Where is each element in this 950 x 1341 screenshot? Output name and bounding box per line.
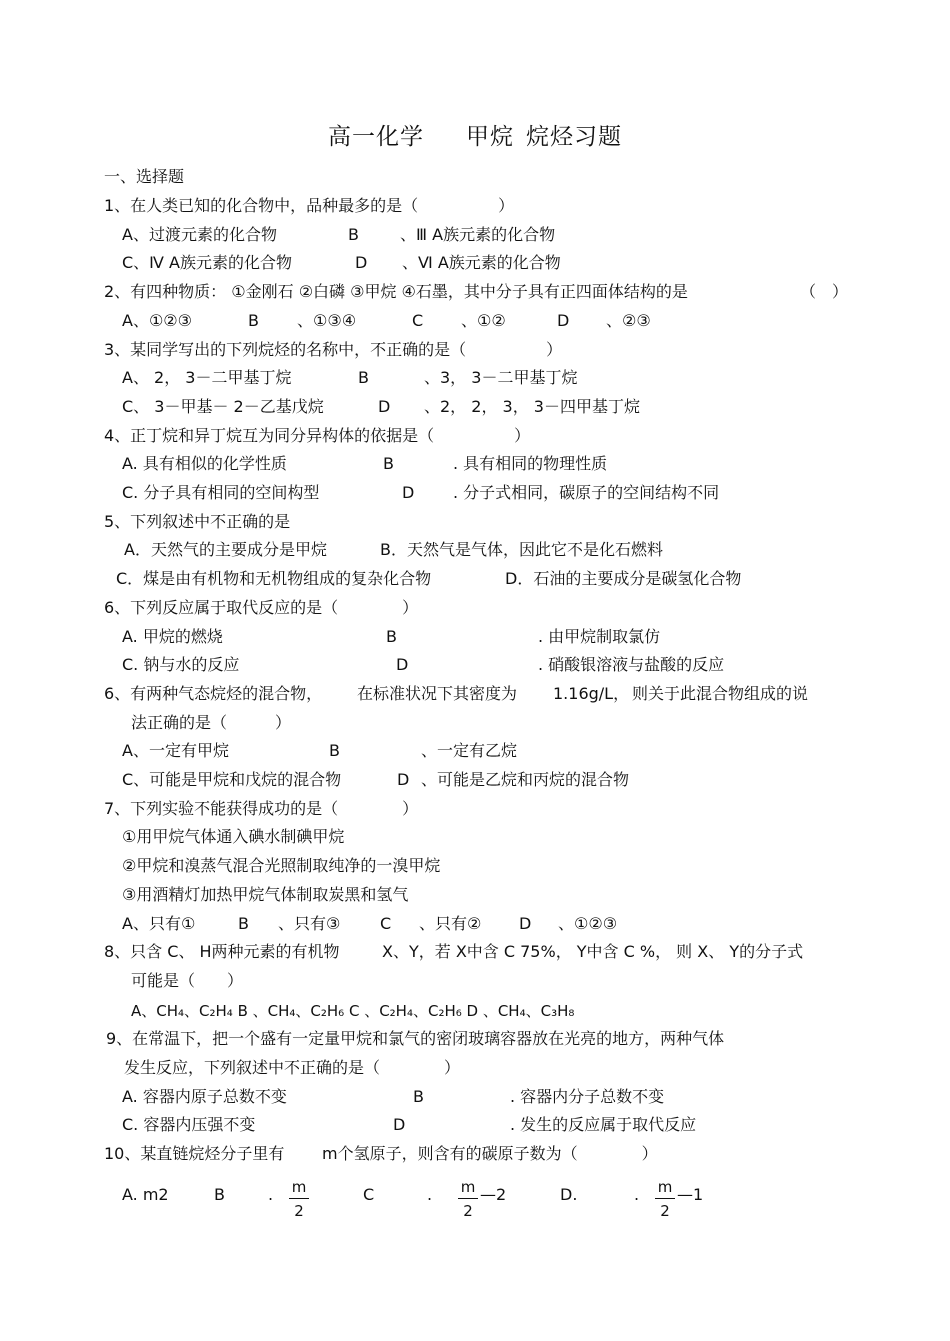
question-4-option-b-letter: B bbox=[383, 454, 394, 473]
question-7-option-a: A、只有① bbox=[122, 914, 196, 933]
question-7-option-b-letter: B bbox=[238, 914, 249, 933]
question-10-option-d-letter: D. bbox=[560, 1185, 578, 1204]
fraction-denominator: 2 bbox=[660, 1202, 670, 1220]
question-10-option-b-dot: . bbox=[268, 1185, 274, 1204]
question-1-option-d-letter: D bbox=[355, 253, 368, 272]
question-8-stem-part3: 可能是（ ） bbox=[131, 971, 244, 990]
question-6-option-d: . 硝酸银溶液与盐酸的反应 bbox=[538, 655, 725, 674]
question-6-option-b: . 由甲烷制取氯仿 bbox=[538, 627, 661, 646]
fraction-numerator: m bbox=[657, 1178, 673, 1196]
question-6b-option-a: A、一定有甲烷 bbox=[122, 741, 229, 760]
question-3-option-b: 、3， 3－二甲基丁烷 bbox=[424, 368, 578, 387]
question-6-option-a: A. 甲烷的燃烧 bbox=[122, 627, 223, 646]
question-5-option-c: C．煤是由有机物和无机物组成的复杂化合物 bbox=[116, 569, 432, 588]
question-2-option-b-letter: B bbox=[248, 311, 259, 330]
title-part-subject: 高一化学 bbox=[328, 124, 424, 150]
fraction-bar bbox=[289, 1198, 309, 1199]
question-7-option-c-letter: C bbox=[380, 914, 392, 933]
question-2-option-c-letter: C bbox=[412, 311, 424, 330]
question-4-option-a: A. 具有相似的化学性质 bbox=[122, 454, 287, 473]
question-2-option-c: 、①② bbox=[461, 311, 506, 330]
question-2-option-b: 、①③④ bbox=[297, 311, 357, 330]
question-9-option-b: . 容器内分子总数不变 bbox=[510, 1087, 665, 1106]
question-1-option-d: 、Ⅵ A族元素的化合物 bbox=[402, 253, 561, 272]
question-7-item-2: ②甲烷和溴蒸气混合光照制取纯净的一溴甲烷 bbox=[122, 856, 441, 875]
question-10-option-a: A. m2 bbox=[122, 1185, 169, 1204]
question-10-stem-part1: 10、某直链烷烃分子里有 bbox=[104, 1144, 285, 1163]
question-9-stem-line2: 发生反应，下列叙述中不正确的是（ ） bbox=[124, 1058, 461, 1077]
question-9-stem-line1: 9、在常温下，把一个盛有一定量甲烷和氯气的密闭玻璃容器放在光亮的地方，两种气体 bbox=[106, 1029, 725, 1048]
question-4-option-d: . 分子式相同，碳原子的空间结构不同 bbox=[453, 483, 720, 502]
question-5-option-d: D．石油的主要成分是碳氢化合物 bbox=[505, 569, 742, 588]
question-8-stem-part1: 8、只含 C、 H两种元素的有机物 bbox=[104, 942, 340, 961]
question-4-option-d-letter: D bbox=[402, 483, 415, 502]
question-4-option-c: C. 分子具有相同的空间构型 bbox=[122, 483, 320, 502]
question-10-stem-part2: m个氢原子，则含有的碳原子数为（ ） bbox=[322, 1144, 658, 1163]
question-6-option-d-letter: D bbox=[396, 655, 409, 674]
title-part-exercise: 烷烃习题 bbox=[526, 124, 622, 150]
question-7-stem: 7、下列实验不能获得成功的是（ ） bbox=[104, 799, 419, 818]
question-10-option-b-letter: B bbox=[214, 1185, 225, 1204]
question-3-option-b-letter: B bbox=[358, 368, 369, 387]
question-6-stem: 6、下列反应属于取代反应的是（ ） bbox=[104, 598, 419, 617]
question-7-item-3: ③用酒精灯加热甲烷气体制取炭黑和氢气 bbox=[122, 885, 409, 904]
question-6b-stem-part1: 6、有两种气态烷烃的混合物， bbox=[104, 684, 323, 703]
question-1-option-b: 、Ⅲ A族元素的化合物 bbox=[400, 225, 556, 244]
question-1-stem: 1、在人类已知的化合物中，品种最多的是（ ） bbox=[104, 196, 515, 215]
question-1-option-b-letter: B bbox=[348, 225, 359, 244]
question-9-option-a: A. 容器内原子总数不变 bbox=[122, 1087, 287, 1106]
question-5-option-b: B．天然气是气体，因此它不是化石燃料 bbox=[380, 540, 663, 559]
question-9-option-c: C. 容器内压强不变 bbox=[122, 1115, 256, 1134]
fraction-bar bbox=[655, 1198, 675, 1199]
question-10-option-c-dot: . bbox=[427, 1185, 433, 1204]
question-7-item-1: ①用甲烷气体通入碘水制碘甲烷 bbox=[122, 827, 345, 846]
question-9-option-d: . 发生的反应属于取代反应 bbox=[510, 1115, 697, 1134]
question-3-stem: 3、某同学写出的下列烷烃的名称中，不正确的是（ ） bbox=[104, 340, 563, 359]
question-5-option-a: A．天然气的主要成分是甲烷 bbox=[124, 540, 327, 559]
question-10-option-d-fraction bbox=[655, 1178, 675, 1220]
title-part-topic: 甲烷 bbox=[466, 124, 514, 150]
fraction-numerator: m bbox=[291, 1178, 307, 1196]
question-1-option-c: C、Ⅳ A族元素的化合物 bbox=[122, 253, 292, 272]
fraction-numerator: m bbox=[460, 1178, 476, 1196]
question-7-option-b: 、只有③ bbox=[278, 914, 341, 933]
question-2-stem: 2、有四种物质： ①金刚石 ②白磷 ③甲烷 ④石墨，其中分子具有正四面体结构的是 bbox=[104, 282, 688, 301]
question-6-option-c: C. 钠与水的反应 bbox=[122, 655, 240, 674]
question-6b-stem-part2: 在标准状况下其密度为 bbox=[357, 684, 518, 703]
page-title bbox=[0, 118, 950, 151]
question-1-option-a: A、过渡元素的化合物 bbox=[122, 225, 277, 244]
question-8-stem-part2: X、Y，若 X中含 C 75%， Y中含 C %， 则 X、 Y的分子式 bbox=[382, 942, 804, 961]
question-10-option-c-suffix: —2 bbox=[480, 1185, 507, 1204]
question-6b-option-c: C、可能是甲烷和戊烷的混合物 bbox=[122, 770, 342, 789]
question-2-answer-paren: （ ） bbox=[800, 282, 849, 301]
question-6-option-b-letter: B bbox=[386, 627, 397, 646]
question-2-option-a: A、①②③ bbox=[122, 311, 192, 330]
question-8-options: A、CH₄、C₂H₄ B 、CH₄、C₂H₆ C 、C₂H₄、C₂H₆ D 、CH₄、C₃H₈ bbox=[131, 1002, 575, 1020]
question-6b-option-b: 、一定有乙烷 bbox=[421, 741, 518, 760]
question-10-option-d-dot: . bbox=[634, 1185, 640, 1204]
question-4-stem: 4、正丁烷和异丁烷互为同分异构体的依据是（ ） bbox=[104, 426, 531, 445]
question-3-option-d-letter: D bbox=[378, 397, 391, 416]
question-10-option-c-fraction bbox=[458, 1178, 478, 1220]
question-7-option-d: 、①②③ bbox=[558, 914, 618, 933]
question-9-option-d-letter: D bbox=[393, 1115, 406, 1134]
question-3-option-a: A、 2， 3－二甲基丁烷 bbox=[122, 368, 292, 387]
question-3-option-d: 、2， 2， 3， 3－四甲基丁烷 bbox=[424, 397, 640, 416]
question-10-option-d-suffix: —1 bbox=[677, 1185, 704, 1204]
question-10-option-c-letter: C bbox=[363, 1185, 375, 1204]
question-7-option-c: 、只有② bbox=[419, 914, 482, 933]
question-6b-option-d-letter: D bbox=[397, 770, 410, 789]
fraction-denominator: 2 bbox=[294, 1202, 304, 1220]
question-4-option-b: . 具有相同的物理性质 bbox=[453, 454, 608, 473]
question-6b-stem-density: 1.16g/L， bbox=[553, 684, 630, 703]
question-6b-option-b-letter: B bbox=[329, 741, 340, 760]
fraction-denominator: 2 bbox=[463, 1202, 473, 1220]
question-2-option-d: 、②③ bbox=[606, 311, 651, 330]
question-2-option-d-letter: D bbox=[557, 311, 570, 330]
question-6b-option-d: 、可能是乙烷和丙烷的混合物 bbox=[421, 770, 630, 789]
question-10-option-b-fraction bbox=[289, 1178, 309, 1220]
question-7-option-d-letter: D bbox=[519, 914, 532, 933]
fraction-bar bbox=[458, 1198, 478, 1199]
section-heading: 一、选择题 bbox=[104, 167, 185, 186]
question-5-stem: 5、下列叙述中不正确的是 bbox=[104, 512, 291, 531]
question-3-option-c: C、 3－甲基－ 2－乙基戊烷 bbox=[122, 397, 324, 416]
question-6b-stem-part5: 法正确的是（ ） bbox=[131, 713, 292, 732]
question-9-option-b-letter: B bbox=[413, 1087, 424, 1106]
question-6b-stem-part4: 则关于此混合物组成的说 bbox=[632, 684, 809, 703]
